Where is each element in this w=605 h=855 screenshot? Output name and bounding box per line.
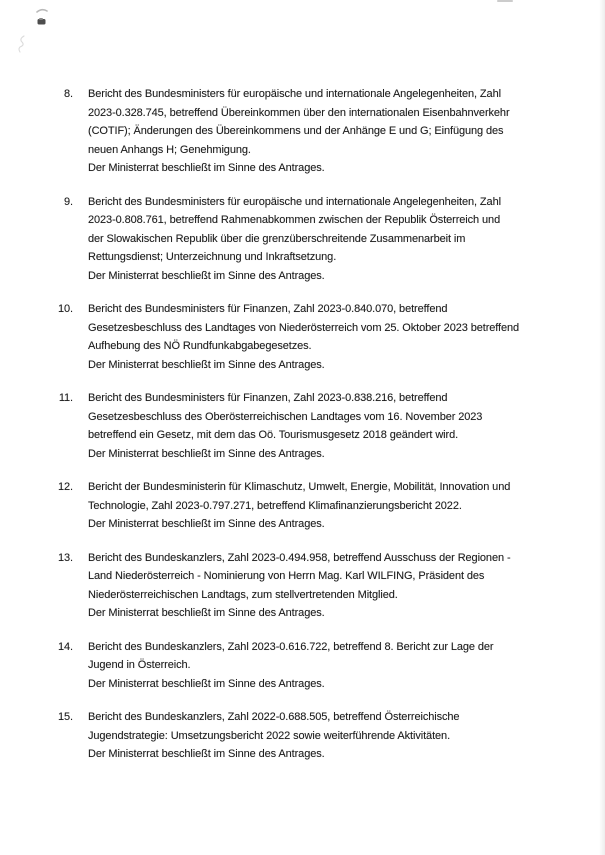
item-resolution-line: Der Ministerrat beschließt im Sinne des Antrages. [88,518,325,530]
item-body [88,85,568,178]
item-body [88,549,568,623]
agenda-item [0,638,568,694]
item-number: 8. [64,88,73,100]
item-text-line: (COTIF); Änderungen des Übereinkommens und der Anhänge E und G; Einfügung des [88,125,504,137]
item-text-line: Technologie, Zahl 2023-0.797.271, betreffend Klimafinanzierungsbericht 2022. [88,499,462,512]
item-text-line: Bericht des Bundesministers für europäische und internationale Angelegenheiten, Zahl [88,195,501,208]
item-text-line: Jugendstrategie: Umsetzungsbericht 2022 sowie weiterführende Aktivitäten. [88,729,451,742]
item-body [88,478,568,534]
item-body [88,389,568,463]
item-text-line: Land Niederösterreich - Nominierung von Herrn Mag. Karl WILFING, Präsident des [88,570,485,582]
item-resolution-line: Der Ministerrat beschließt im Sinne des Antrages. [88,269,325,282]
item-text-line: Niederösterreichischen Landtags, zum stellvertretenden Mitglied. [88,588,398,601]
agenda-item [0,300,568,374]
item-text-line: betreffend ein Gesetz, mit dem das Oö. Tourismusgesetz 2018 geändert wird. [88,429,459,441]
item-text-line: Bericht des Bundeskanzlers, Zahl 2023-0.494.958, betreffend Ausschuss der Regionen - [88,551,511,564]
scan-edge-shadow [599,0,605,855]
item-number: 9. [64,195,73,208]
item-text-line: Aufhebung des NÖ Rundfunkabgabegesetzes. [88,340,312,352]
item-text-line: Bericht der Bundesministerin für Klimaschutz, Umwelt, Energie, Mobilität, Innovation und [88,481,511,493]
item-text-line: Bericht des Bundesministers für Finanzen, Zahl 2023-0.838.216, betreffend [88,392,448,404]
item-body [88,193,568,286]
item-text-line: Bericht des Bundeskanzlers, Zahl 2023-0.616.722, betreffend 8. Bericht zur Lage der [88,640,494,653]
item-resolution-line: Der Ministerrat beschließt im Sinne des Antrages. [88,358,325,371]
agenda-item [0,478,568,534]
item-resolution-line: Der Ministerrat beschließt im Sinne des Antrages. [88,162,325,174]
agenda-item [0,708,568,764]
agenda-item [0,549,568,623]
item-number: 14. [58,640,73,653]
pencil-mark-artifact [15,35,29,53]
item-body [88,300,568,374]
item-body [88,708,568,764]
item-resolution-line: Der Ministerrat beschließt im Sinne des Antrages. [88,748,325,760]
item-number: 15. [58,711,73,723]
item-resolution-line: Der Ministerrat beschließt im Sinne des Antrages. [88,677,325,690]
item-resolution-line: Der Ministerrat beschließt im Sinne des Antrages. [88,447,325,460]
item-text-line: der Slowakischen Republik über die grenzüberschreitende Zusammenarbeit im [88,232,466,245]
ink-smudge-artifact [33,8,51,30]
agenda-item [0,389,568,463]
item-text-line: neuen Anhangs H; Genehmigung. [88,143,251,156]
item-text-line: 2023-0.328.745, betreffend Übereinkommen über den internationalen Eisenbahnverkehr [88,106,510,119]
agenda-list [0,85,568,779]
item-text-line: Bericht des Bundesministers für Finanzen, Zahl 2023-0.840.070, betreffend [88,303,448,315]
item-number: 12. [58,481,73,493]
item-text-line: Rettungsdienst; Unterzeichnung und Inkraftsetzung. [88,251,337,263]
item-text-line: Gesetzesbeschluss des Landtages von Niederösterreich vom 25. Oktober 2023 betreffend [88,321,520,334]
scan-edge-mark [497,0,513,2]
item-text-line: Bericht des Bundeskanzlers, Zahl 2022-0.688.505, betreffend Österreichische [88,711,460,723]
item-text-line: Bericht des Bundesministers für europäische und internationale Angelegenheiten, Zahl [88,88,501,100]
item-number: 13. [58,551,73,564]
item-text-line: 2023-0.808.761, betreffend Rahmenabkommen zwischen der Republik Österreich und [88,214,501,226]
item-resolution-line: Der Ministerrat beschließt im Sinne des Antrages. [88,607,325,619]
item-text-line: Jugend in Österreich. [88,659,191,671]
item-text-line: Gesetzesbeschluss des Oberösterreichischen Landtages vom 16. November 2023 [88,410,483,423]
item-number: 10. [58,303,73,315]
item-number: 11. [58,392,73,404]
agenda-item [0,85,568,178]
agenda-item [0,193,568,286]
item-body [88,638,568,694]
